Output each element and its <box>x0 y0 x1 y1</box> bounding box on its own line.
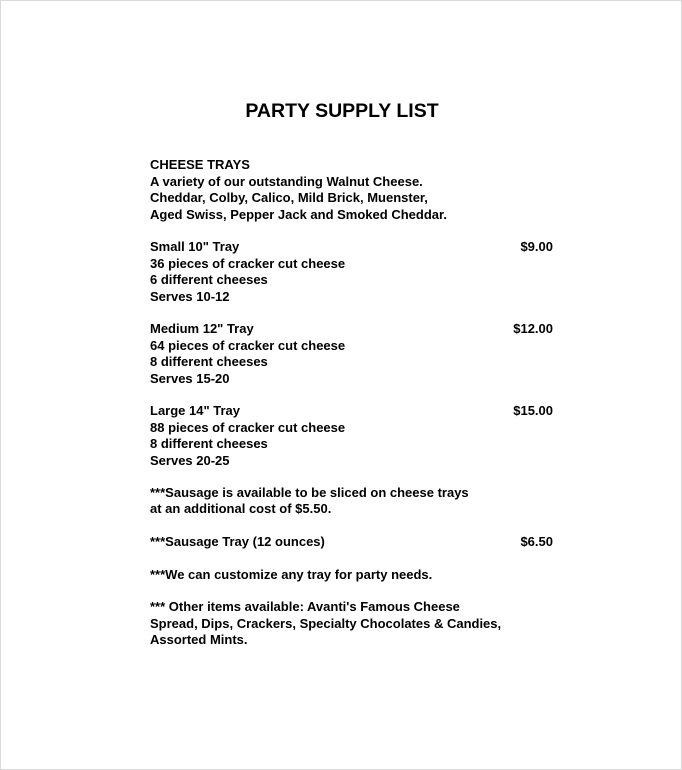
tray-detail: 64 pieces of cracker cut cheese <box>150 338 346 353</box>
sausage-tray-name: ***Sausage Tray (12 ounces) <box>150 534 325 549</box>
tray-price-small: $9.00 <box>520 239 553 254</box>
sausage-note-line: ***Sausage is available to be sliced on cheese trays <box>150 485 469 500</box>
cheese-description-line: Cheddar, Colby, Calico, Mild Brick, Muenster, <box>150 190 428 205</box>
customize-note: ***We can customize any tray for party needs. <box>150 567 433 582</box>
tray-detail: 6 different cheeses <box>150 272 268 287</box>
tray-name-large: Large 14" Tray <box>150 403 240 418</box>
tray-detail: 88 pieces of cracker cut cheese <box>150 420 346 435</box>
tray-detail: 8 different cheeses <box>150 436 268 451</box>
tray-price-large: $15.00 <box>513 403 553 418</box>
tray-detail: 8 different cheeses <box>150 354 268 369</box>
other-items-line: Assorted Mints. <box>150 632 248 647</box>
page-title: PARTY SUPPLY LIST <box>245 100 439 122</box>
tray-detail: Serves 15-20 <box>150 371 230 386</box>
tray-name-medium: Medium 12" Tray <box>150 321 254 336</box>
other-items-line: *** Other items available: Avanti's Famous Cheese <box>150 599 460 614</box>
tray-detail: Serves 10-12 <box>150 289 230 304</box>
tray-price-medium: $12.00 <box>513 321 553 336</box>
sausage-note-line: at an additional cost of $5.50. <box>150 501 332 516</box>
cheese-description-line: Aged Swiss, Pepper Jack and Smoked Cheddar. <box>150 207 447 222</box>
section-heading-cheese-trays: CHEESE TRAYS <box>150 157 250 172</box>
sausage-tray-price: $6.50 <box>520 534 553 549</box>
tray-name-small: Small 10" Tray <box>150 239 240 254</box>
other-items-line: Spread, Dips, Crackers, Specialty Chocolates & Candies, <box>150 616 502 631</box>
cheese-description-line: A variety of our outstanding Walnut Cheese. <box>150 174 423 189</box>
tray-detail: Serves 20-25 <box>150 453 230 468</box>
tray-detail: 36 pieces of cracker cut cheese <box>150 256 346 271</box>
